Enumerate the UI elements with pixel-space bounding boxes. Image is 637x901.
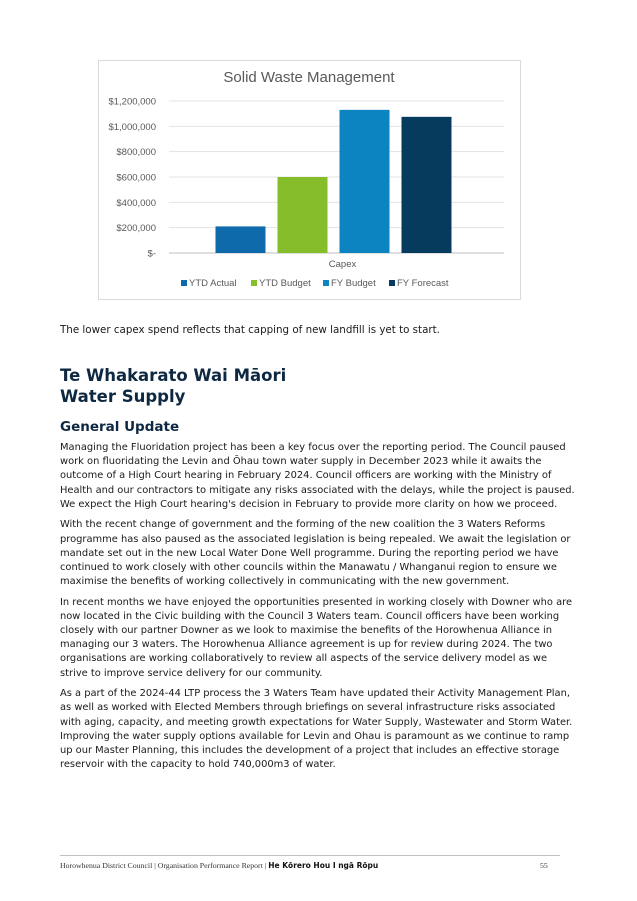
y-tick-label: $1,000,000 — [108, 121, 156, 133]
paragraph: In recent months we have enjoyed the opportunities presented in working closely with Downer who are now located in the Civic building with the Council 3 Waters team. Council officers have been working closely with our partner Downer as we look to maximise the benefits of the Horowhenua Alliance in managing our 3 waters. The Horowhenua Alliance agreement is up for review during 2024. The two organisations are working collaboratively to review all aspects of the service delivery model as we strive to improve service delivery for our community. — [60, 596, 573, 679]
chart-container — [98, 60, 521, 300]
footer-org: Horowhenua District Council | Organisation Performance Report | — [60, 861, 269, 870]
bar-fy-forecast — [402, 117, 452, 253]
section-heading-english: Water Supply — [60, 387, 186, 406]
paragraph: With the recent change of government and the forming of the new coalition the 3 Waters Reforms programme has also paused as the associated legislation is being repealed. We await the legislation or mandate set out in the new Local Water Done Well programme. During the reporting period we have continued to work closely with other councils within the Manawatu / Whanganui region to ensure we maximise the benefits of working collectively in communicating with the new government. — [60, 519, 571, 588]
paragraph: Managing the Fluoridation project has been a key focus over the reporting period. The Council paused work on fluoridating the Levin and Ōhau town water supply in December 2023 while it awaits the outcome of a High Court hearing in February 2024. Council officers are working with the Ministry of Health and our contractors to mitigate any risks associated with the delays, while the project is paused. We expect the High Court hearing's decision in February to provide more clarity on how we proceed. — [60, 442, 575, 510]
x-axis-categories — [329, 259, 357, 270]
chart-title: Solid Waste Management — [223, 69, 395, 86]
bar-ytd-actual — [216, 226, 266, 253]
legend-label: FY Forecast — [397, 278, 449, 289]
body-text — [60, 441, 576, 779]
chart-caption: The lower capex spend reflects that capping of new landfill is yet to start. — [60, 324, 440, 336]
footer-divider — [60, 855, 560, 856]
legend-swatch — [251, 280, 257, 286]
legend-label: YTD Actual — [189, 278, 237, 289]
section-heading-maori: Te Whakarato Wai Māori — [60, 366, 287, 385]
y-axis-ticks — [108, 97, 156, 260]
y-tick-label: $1,200,000 — [108, 96, 156, 108]
y-tick-label: $600,000 — [116, 172, 156, 184]
footer-text — [60, 861, 378, 870]
legend-swatch — [389, 280, 395, 286]
y-tick-label: $- — [147, 248, 156, 260]
bar-fy-budget — [340, 110, 390, 253]
paragraph: As a part of the 2024-44 LTP process the 3 Waters Team have updated their Activity Management Plan, as well as worked with Elected Members through briefings on several infrastructure risks associated with aging, capacity, and meeting growth expectations for Water Supply, Wastewater and Storm Water. Improving the water supply options available for Levin and Ohau is paramount as we continue to ramp up our Master Planning, this includes the development of a project that includes an effective storage reservoir with the capacity to hold 740,000m3 of water. — [60, 688, 573, 771]
legend-label: FY Budget — [331, 278, 376, 289]
footer-maori-title: He Kōrero Hou I ngā Rōpu — [268, 861, 379, 870]
chart-bars — [216, 110, 452, 253]
bar-chart — [99, 61, 520, 299]
x-category-label: Capex — [328, 259, 357, 270]
page-number: 55 — [540, 861, 548, 870]
subheading-general-update: General Update — [60, 419, 180, 435]
chart-legend — [181, 278, 449, 289]
legend-label: YTD Budget — [259, 278, 311, 289]
y-tick-label: $200,000 — [116, 223, 156, 235]
y-tick-label: $400,000 — [116, 197, 156, 209]
legend-swatch — [181, 280, 187, 286]
y-tick-label: $800,000 — [116, 147, 156, 159]
bar-ytd-budget — [278, 177, 328, 253]
legend-swatch — [323, 280, 329, 286]
